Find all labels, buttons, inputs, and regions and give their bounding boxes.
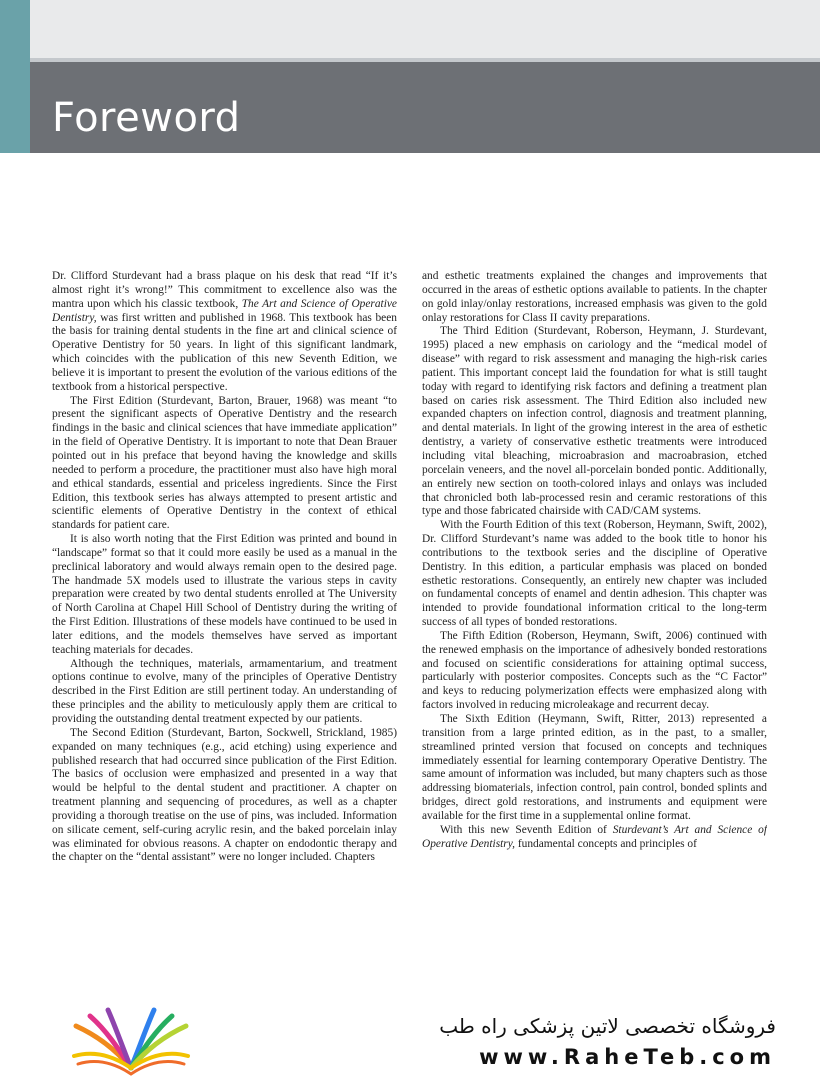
page-title: Foreword bbox=[52, 95, 241, 141]
title-band bbox=[30, 62, 820, 153]
teal-accent-bar bbox=[0, 0, 30, 153]
seventh-edition-title: Sturdevant’s Art and Science of Operative Dentistry, bbox=[422, 823, 767, 850]
paragraph-landscape-format: It is also worth noting that the First Edition was printed and bound in “landscape” format so that it could more easily be used as a manual in the preclinical laboratory and would always remain open to the desired page. The handmade 5X models used to illustrate the various steps in cavity preparation were created by two dental students enrolled at The University of North Carolina at Chapel Hill School of Dentistry during the writing of the First Edition. Illustrations of these models have continued to be used in later editions, and the models themselves have served as important teaching materials for decades. bbox=[52, 533, 397, 656]
paragraph-1 bbox=[52, 270, 397, 395]
paragraph-1-rest: was first written and published in 1968. This textbook has been the basis for training dental students in the fine art and clinical science of Operative Dentistry for 50 years. In light of this significant landmark, which coincides with the publication of this new Seventh Edition, we believe it is important to present the evolution of the various editions of the textbook from a historical perspective. bbox=[52, 311, 397, 393]
brand-url-link[interactable]: www.RaheTeb.com bbox=[479, 1045, 776, 1069]
top-band bbox=[0, 0, 820, 58]
paragraph-sixth-edition: The Sixth Edition (Heymann, Swift, Ritter, 2013) represented a transition from a large printed edition, as in the past, to a smaller, streamlined printed version that focused on concepts and techniques immediately essential for learning contemporary Operative Dentistry. The same amount of information was included, but many chapters such as those addressing biomaterials, infection control, pain control, bonded splints and bridges, direct gold restorations, and instruments and equipment were available for the first time in a supplemental online format. bbox=[422, 713, 767, 822]
paragraph-fifth-edition: The Fifth Edition (Roberson, Heymann, Swift, 2006) continued with the renewed emphasis on the importance of adhesively bonded restorations and focused on scientific considerations for attaining optimal success, particularly with posterior composites. Concepts such as the “C Factor” and keys to reducing polymerization effects were emphasized along with factors involved in reducing microleakage and recurrent decay. bbox=[422, 629, 767, 712]
paragraph-esthetic-continued: and esthetic treatments explained the changes and improvements that occurred in the areas of esthetic options available to patients. In the chapter on gold inlay/onlay restorations, increased emphasis was given to the gold onlay restorations for Class II cavity preparations. bbox=[422, 270, 767, 324]
book-title-reference: The Art and Science of Operative Dentistry, bbox=[52, 297, 397, 324]
paragraph-seventh-text: With this new Seventh Edition of bbox=[440, 823, 613, 836]
brand-name-persian: فروشگاه تخصصی لاتین پزشکی راه طب bbox=[439, 1014, 776, 1038]
foreword-body bbox=[52, 270, 768, 992]
left-column bbox=[52, 270, 397, 992]
paragraph-1-text: Dr. Clifford Sturdevant had a brass plaque on his desk that read “If it’s almost right it’s wrong!” This commitment to excellence also was the mantra upon which his classic textbook, bbox=[52, 270, 397, 310]
paragraph-seventh-edition bbox=[422, 824, 767, 852]
paragraph-principles: Although the techniques, materials, armamentarium, and treatment options continue to evolve, many of the principles of Operative Dentistry described in the First Edition are still pertinent today. An understanding of these principles and the ability to meticulously apply them are critical to providing the outstanding dental treatment expected by our patients. bbox=[52, 657, 397, 725]
book-logo-icon bbox=[64, 1006, 198, 1076]
right-column bbox=[422, 270, 767, 992]
paragraph-third-edition: The Third Edition (Sturdevant, Roberson, Heymann, J. Sturdevant, 1995) placed a new emphasis on cariology and the “medical model of disease” with regard to risk assessment and managing the high-risk caries patient. This important concept laid the foundation for what is still taught today with regard to identifying risk factors and defining a treatment plan based on caries risk assessment. The Third Edition also included new expanded chapters on infection control, diagnosis and treatment planning, and dental materials. In light of the growing interest in the area of esthetic dentistry, a variety of conservative esthetic treatments were introduced including vital bleaching, microabrasion and macroabrasion, etched porcelain veneers, and the novel all-porcelain bonded pontic. Additionally, an entirely new section on tooth-colored inlays and onlays was included that chronicled both lab-processed resin and ceramic restorations of this type and those fabricated chairside with CAD/CAM systems. bbox=[422, 325, 767, 518]
paragraph-first-edition: The First Edition (Sturdevant, Barton, Brauer, 1968) was meant “to present the significant aspects of Operative Dentistry and the research findings in the basic and clinical sciences that have immediate application” in the field of Operative Dentistry. It is important to note that Dean Brauer pointed out in his preface that beyond having the knowledge and skills needed to perform a procedure, the practitioner must also have high moral and ethical standards, essential and priceless ingredients. Since the First Edition, this textbook series has always attempted to present artistic and scientific elements of Operative Dentistry in the context of ethical standards for patient care. bbox=[52, 394, 397, 532]
paragraph-fourth-edition: With the Fourth Edition of this text (Roberson, Heymann, Swift, 2002), Dr. Clifford Sturdevant’s name was added to the book title to honor his contributions to the textbook series and the discipline of Operative Dentistry. In this edition, a particular emphasis was placed on bonded esthetic restorations. Consequently, an entirely new chapter was included on fundamental concepts of enamel and dentin adhesion. This chapter was intended to provide foundational information critical to the long-term success of all types of bonded restorations. bbox=[422, 519, 767, 629]
paragraph-second-edition: The Second Edition (Sturdevant, Barton, Sockwell, Strickland, 1985) expanded on many techniques (e.g., acid etching) using experience and published research that had occurred since publication of the First Edition. The basics of occlusion were emphasized and presented in a way that would be helpful to the dental student and practitioner. A chapter on treatment planning and sequencing of procedures, as well as a chapter providing a thorough treatise on the use of pins, was included. Information on silicate cement, self-curing acrylic resin, and the baked porcelain inlay was eliminated for obvious reasons. A chapter on endodontic therapy and the chapter on the “dental assistant” were no longer included. Chapters bbox=[52, 726, 397, 864]
paragraph-seventh-rest: fundamental concepts and principles of bbox=[515, 837, 697, 850]
